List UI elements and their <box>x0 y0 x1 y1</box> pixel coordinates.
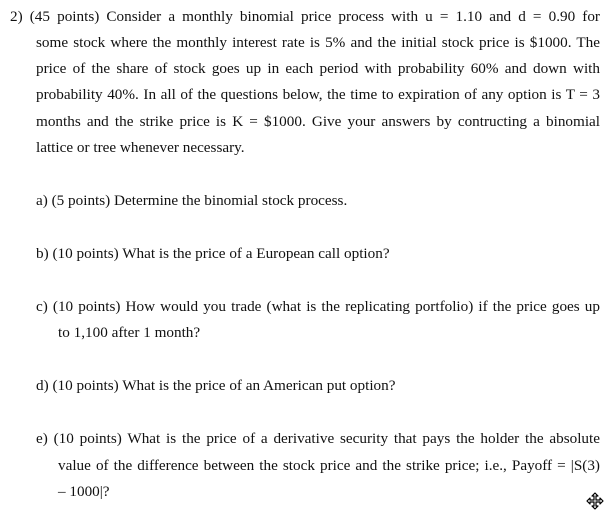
part-e-line-1: e) (10 points) What is the price of a derivative security that pays the holder the absolute <box>36 430 600 447</box>
problem-line-3: price of the share of stock goes up in each period with probability 60% and down with <box>36 60 600 77</box>
part-b: b) (10 points) What is the price of a European call option? <box>36 245 390 262</box>
part-e-line-2: value of the difference between the stock price and the strike price; i.e., Payoff = |S(3) <box>58 457 600 474</box>
part-c-line-2: to 1,100 after 1 month? <box>58 324 201 341</box>
part-e-line-3: – 1000|? <box>58 483 110 500</box>
part-a: a) (5 points) Determine the binomial stock process. <box>36 192 348 209</box>
problem-line-2: some stock where the monthly interest rate is 5% and the initial stock price is $1000. The <box>36 34 600 51</box>
move-cursor-icon <box>586 492 604 510</box>
part-c-line-1: c) (10 points) How would you trade (what is the replicating portfolio) if the price goes up <box>36 298 600 315</box>
problem-line-6: lattice or tree whenever necessary. <box>36 139 245 156</box>
part-d: d) (10 points) What is the price of an American put option? <box>36 377 396 394</box>
problem-line-1: 2) (45 points) Consider a monthly binomial price process with u = 1.10 and d = 0.90 for <box>10 8 600 25</box>
problem-line-5: months and the strike price is K = $1000. Give your answers by contructing a binomial <box>36 113 600 130</box>
problem-line-4: probability 40%. In all of the questions below, the time to expiration of any option is T = 3 <box>36 86 600 103</box>
